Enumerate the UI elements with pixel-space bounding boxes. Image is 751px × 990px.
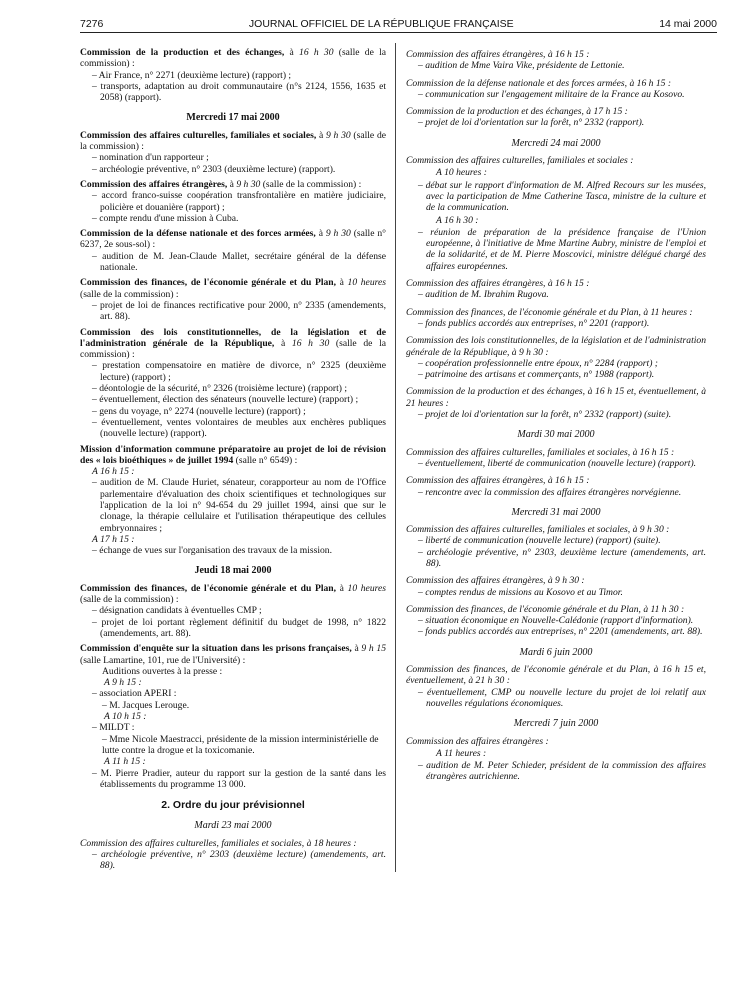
heading-part: (salle Lamartine, 101, rue de l'Université) : — [80, 654, 246, 666]
agenda-item: – déontologie de la sécurité, n° 2326 (troisième lecture) (rapport) ; — [92, 383, 348, 395]
agenda-item: – fonds publics accordés aux entreprises, n° 2201 (rapport). — [418, 317, 650, 329]
agenda-item: – prestation compensatoire en matière de divorce, n° 2325 (deuxième lecture) (rapport) ; — [92, 360, 386, 383]
heading-part: Commission de la production et des échanges, — [80, 47, 285, 58]
day-heading: Mardi 23 mai 2000 — [194, 820, 272, 832]
agenda-heading: Commission des affaires étrangères, à 16 h 15 : — [406, 278, 590, 290]
heading-part: (salle de la commission) : — [260, 178, 362, 190]
agenda-item: – comptes rendus de missions au Kosovo et au Timor. — [418, 586, 623, 598]
agenda-item: – Air France, n° 2271 (deuxième lecture) (rapport) ; — [92, 69, 292, 81]
agenda-heading — [80, 444, 386, 467]
agenda-item: – projet de loi de finances rectificative pour 2000, n° 2335 (amendements, art. 88). — [92, 299, 386, 323]
day-heading: Mercredi 7 juin 2000 — [513, 718, 599, 730]
issue-date: 14 mai 2000 — [659, 18, 717, 30]
agenda-item: – échange de vues sur l'organisation des travaux de la mission. — [92, 545, 333, 557]
heading-part: Commission d'enquête sur la situation dans les prisons françaises, — [80, 643, 352, 655]
heading-part: (salle de la commission) : — [80, 594, 179, 606]
agenda-item: – fonds publics accordés aux entreprises, n° 2201 (amendements, art. 88). — [418, 626, 703, 638]
time-slot: – Mme Nicole Maestracci, présidente de la mission interministérielle de lutte contre la drogue et la toxicomanie. — [102, 733, 379, 756]
heading-part: (salle n° 6237, 2e sous-sol) : — [80, 228, 386, 251]
agenda-item: – association APERI : — [92, 688, 177, 700]
time-slot: A 11 heures : — [436, 747, 487, 759]
agenda-item: – éventuellement, CMP ou nouvelle lecture du projet de loi relatif aux nouvelles régulations économiques. — [418, 686, 706, 709]
heading-part: 16 h 30 — [299, 47, 334, 58]
agenda-heading: Commission des finances, de l'économie générale et du Plan, à 11 heures : — [406, 306, 693, 318]
heading-part: (salle n° 6549) : — [233, 454, 298, 466]
agenda-heading: Commission de la défense nationale et des forces armées, à 16 h 15 : — [406, 77, 672, 89]
agenda-heading: Commission des affaires culturelles, familiales et sociales, à 16 h 15 : — [406, 446, 675, 458]
agenda-heading: Commission des affaires culturelles, familiales et sociales, à 18 heures : — [80, 837, 357, 849]
day-heading: Mercredi 31 mai 2000 — [511, 506, 601, 518]
agenda-item: – rencontre avec la commission des affaires étrangères norvégienne. — [418, 486, 682, 498]
day-heading: Mercredi 24 mai 2000 — [511, 137, 601, 149]
agenda-heading — [80, 47, 386, 70]
agenda-item: – archéologie préventive, n° 2303 (deuxième lecture) (amendements, art. 88). — [92, 849, 386, 872]
heading-part: 10 heures — [347, 277, 386, 289]
agenda-item: – audition de M. Ibrahim Rugova. — [418, 289, 549, 301]
agenda-heading — [80, 228, 386, 251]
page-header — [80, 18, 717, 33]
agenda-item: – débat sur le rapport d'information de M. Alfred Recours sur les musées, avec la participation de Mme Catherine Tasca, ministre de la culture et de la communication. — [418, 179, 706, 214]
heading-part: Commission des finances, de l'économie générale et du Plan, — [80, 277, 337, 289]
agenda-item: – éventuellement, élection des sénateurs (nouvelle lecture) (rapport) ; — [92, 394, 359, 406]
agenda-item: – communication sur l'engagement militaire de la France au Kosovo. — [418, 88, 685, 100]
heading-part: Commission des lois constitutionnelles, de la législation et de l'administration générale de la République, — [80, 326, 386, 349]
heading-part: (salle de la commission) : — [80, 47, 386, 70]
agenda-heading: Commission des affaires étrangères, à 16 h 15 : — [406, 475, 590, 487]
page-number: 7276 — [80, 18, 104, 30]
agenda-item: – éventuellement, ventes volontaires de meubles aux enchères publiques (nouvelle lecture) (rapport). — [92, 416, 386, 440]
agenda-item: – coopération professionnelle entre époux, n° 2284 (rapport) ; — [418, 357, 658, 369]
agenda-item: – archéologie préventive, n° 2303 (deuxième lecture) (rapport). — [92, 163, 336, 175]
agenda-item: – audition de M. Jean-Claude Mallet, secrétaire général de la défense nationale. — [92, 250, 386, 274]
agenda-item: – nomination d'un rapporteur ; — [92, 152, 209, 164]
left-column — [80, 43, 396, 872]
agenda-item: – transports, adaptation au droit communautaire (n°s 2124, 1556, 1635 et 2058) (rapport). — [92, 80, 386, 104]
heading-part: (salle de la commission) : — [80, 288, 179, 300]
heading-part: à — [315, 228, 326, 240]
agenda-item: – audition de M. Claude Huriet, sénateur, corapporteur au nom de l'Office parlementaire d'évaluation des choix scientifiques et technologiques sur l'application de la loi n° 94-654 du 29 juillet 1994, ainsi que sur le clonage, la thérapie cellulaire et l'utilisation thérapeutique des cellules embryonnaires ; — [92, 477, 386, 534]
agenda-item: – situation économique en Nouvelle-Calédonie (rapport d'information). — [418, 615, 694, 627]
agenda-item: – désignation candidats à éventuelles CMP ; — [92, 605, 262, 617]
agenda-item: – éventuellement, liberté de communication (nouvelle lecture) (rapport). — [418, 457, 697, 469]
heading-part: Mission d'information commune préparatoire au projet de loi de révision des « lois bioéthiques » de juillet 1994 — [80, 443, 386, 466]
heading-part: (salle de la commission) : — [80, 337, 387, 361]
agenda-heading: Commission des finances, de l'économie générale et du Plan, à 16 h 15 et, éventuellement, à 21 h 30 : — [406, 664, 706, 687]
time-slot: A 9 h 15 : — [104, 677, 142, 689]
heading-part: (salle de la commission) : — [80, 129, 386, 153]
columns — [80, 43, 717, 872]
agenda-item: – gens du voyage, n° 2274 (nouvelle lecture) (rapport) ; — [92, 405, 306, 417]
agenda-item: – projet de loi d'orientation sur la forêt, n° 2332 (rapport) (suite). — [418, 409, 672, 421]
agenda-item: – compte rendu d'une mission à Cuba. — [92, 212, 239, 224]
agenda-item: – patrimoine des artisans et commerçants, n° 1988 (rapport). — [418, 369, 655, 381]
agenda-heading: Commission de la production et des échanges, à 16 h 15 et, éventuellement, à 21 heures : — [406, 386, 706, 409]
heading-part: 9 h 30 — [325, 228, 351, 240]
agenda-heading: Commission de la production et des échanges, à 17 h 15 : — [406, 106, 628, 118]
agenda-item: – audition de M. Peter Schieder, président de la commission des affaires étrangères autrichienne. — [418, 760, 706, 783]
heading-part: Commission de la défense nationale et des forces armées, — [80, 228, 316, 240]
agenda-heading: Commission des affaires étrangères : — [406, 735, 549, 747]
heading-part: à — [274, 337, 292, 349]
agenda-heading: Commission des affaires culturelles, familiales et sociales, à 9 h 30 : — [406, 524, 670, 536]
agenda-item: – MILDT : — [92, 722, 135, 734]
day-heading: Mardi 6 juin 2000 — [519, 646, 593, 658]
heading-part: 9 h 30 — [325, 129, 351, 141]
agenda-heading — [80, 327, 386, 361]
agenda-heading: Commission des affaires étrangères, à 16 h 15 : — [406, 49, 590, 60]
agenda-heading — [80, 277, 386, 300]
agenda-item: – projet de loi d'orientation sur la forêt, n° 2332 (rapport). — [418, 117, 645, 129]
agenda-heading — [80, 583, 386, 606]
day-heading: Mardi 30 mai 2000 — [517, 429, 595, 441]
time-slot: A 16 h 30 : — [436, 214, 479, 226]
agenda-item: – projet de loi portant règlement définitif du budget de 1998, n° 1822 (amendements, art. 88). — [92, 616, 386, 639]
day-heading: Mercredi 17 mai 2000 — [186, 112, 280, 124]
heading-part: 10 heures — [347, 582, 386, 594]
time-slot: A 16 h 15 : — [92, 466, 135, 478]
right-column — [396, 43, 706, 872]
agenda-heading: Commission des affaires étrangères, à 9 h 30 : — [406, 575, 585, 587]
heading-part: à — [227, 178, 237, 190]
time-slot: Auditions ouvertes à la presse : — [102, 665, 223, 677]
heading-part: à — [316, 129, 326, 141]
time-slot: A 10 heures : — [436, 167, 487, 179]
agenda-heading — [80, 179, 386, 190]
heading-part: Commission des affaires culturelles, familiales et sociales, — [80, 129, 317, 141]
heading-part: 9 h 30 — [236, 178, 261, 190]
agenda-heading: Commission des affaires culturelles, familiales et sociales : — [406, 155, 634, 167]
time-slot: A 11 h 15 : — [104, 756, 146, 768]
agenda-item: – archéologie préventive, n° 2303, deuxième lecture (amendements, art. 88). — [418, 546, 706, 569]
agenda-heading: Commission des lois constitutionnelles, de la législation et de l'administration générale de la République, à 9 h 30 : — [406, 335, 706, 358]
agenda-item: – réunion de préparation de la présidence française de l'Union européenne, à l'initiative de Mme Martine Aubry, ministre de l'emploi et de la solidarité, et de M. Pierre Moscovici, ministre délégué chargé des affaires européennes. — [418, 226, 706, 272]
agenda-heading — [80, 130, 386, 153]
agenda-item: – liberté de communication (nouvelle lecture) (rapport) (suite). — [418, 535, 661, 547]
agenda-item: – accord franco-suisse coopération transfrontalière en matière judiciaire, policière et douanière (rapport) ; — [92, 190, 386, 213]
time-slot: A 17 h 15 : — [92, 533, 135, 545]
heading-part: à — [336, 582, 348, 594]
heading-part: 16 h 30 — [291, 337, 330, 349]
heading-part: à — [284, 47, 300, 58]
heading-part: à — [336, 277, 348, 289]
heading-part: à — [351, 643, 362, 655]
journal-title: JOURNAL OFFICIEL DE LA RÉPUBLIQUE FRANÇAISE — [248, 18, 514, 30]
heading-part: 9 h 15 — [361, 643, 386, 655]
section-title: 2. Ordre du jour prévisionnel — [161, 799, 305, 812]
heading-part: Commission des affaires étrangères, — [80, 178, 228, 190]
agenda-heading: Commission des finances, de l'économie générale et du Plan, à 11 h 30 : — [406, 603, 685, 615]
time-slot: A 10 h 15 : — [104, 711, 147, 723]
agenda-item: – M. Pierre Pradier, auteur du rapport sur la gestion de la santé dans les établissements du programme 13 000. — [92, 767, 386, 790]
agenda-heading — [80, 643, 386, 666]
heading-part: Commission des finances, de l'économie générale et du Plan, — [80, 582, 337, 594]
time-slot: – M. Jacques Lerouge. — [102, 699, 190, 711]
agenda-item: – audition de Mme Vaira Vike, présidente de Lettonie. — [418, 60, 625, 72]
day-heading: Jeudi 18 mai 2000 — [194, 565, 272, 577]
